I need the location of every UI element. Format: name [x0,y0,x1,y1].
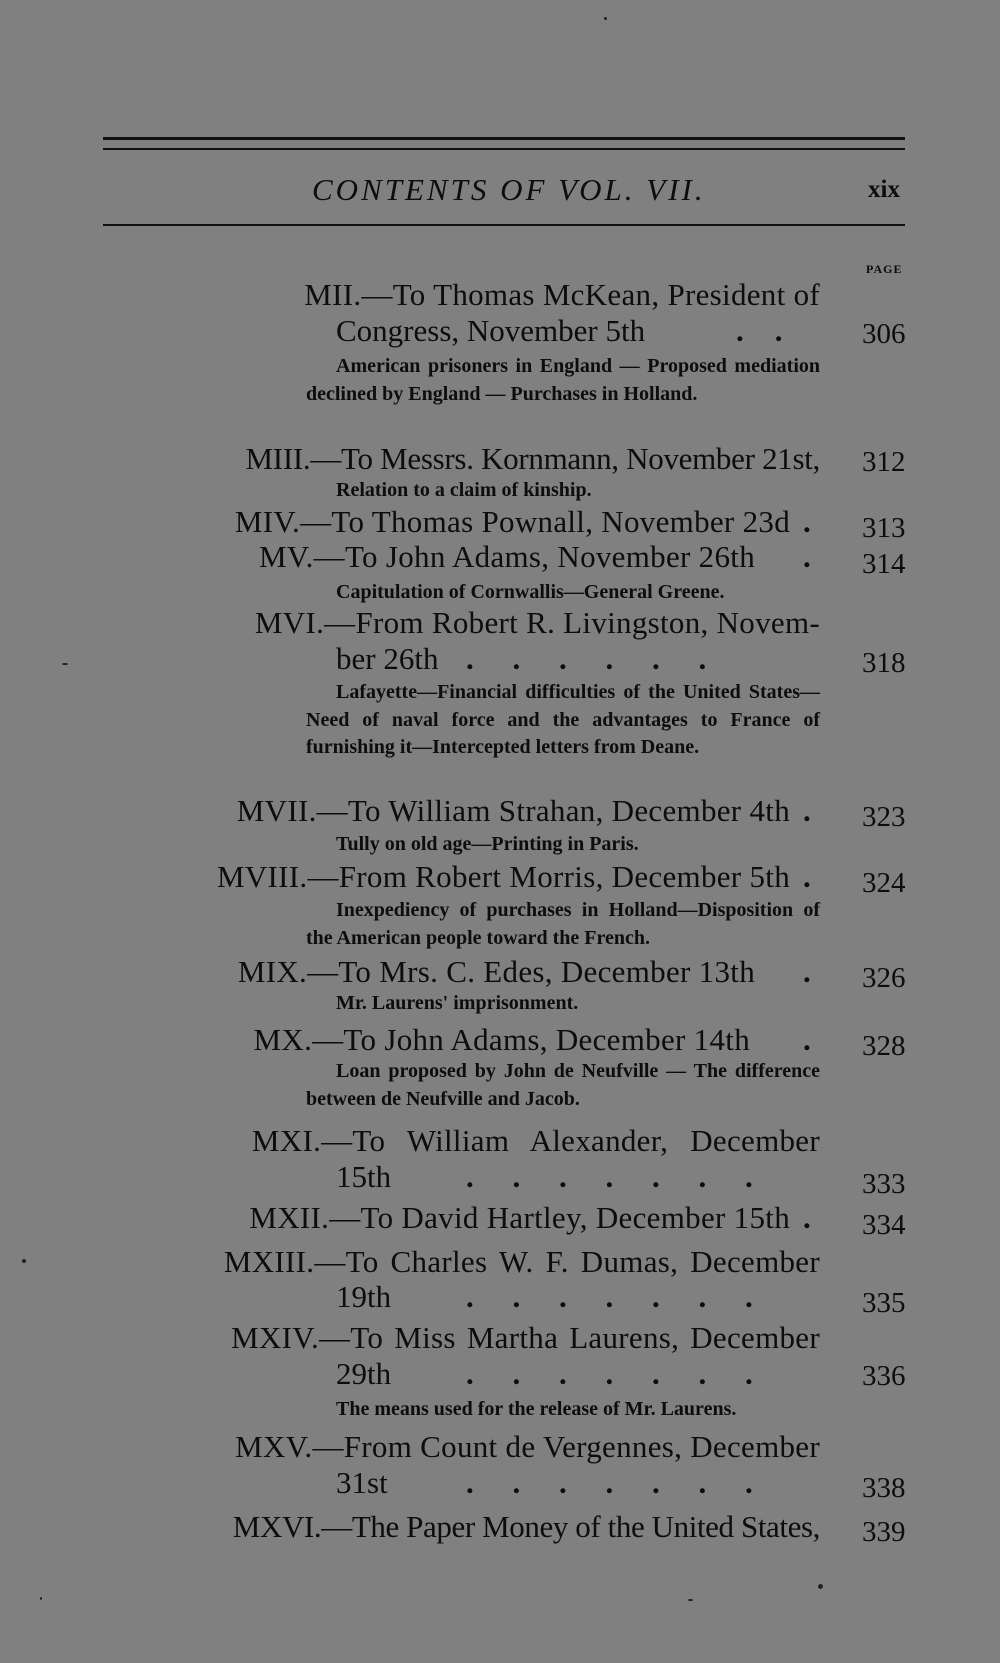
entry-summary: American prisoners in England — Proposed mediation declined by England — Purchases in Holland. [306,355,820,405]
entry-numeral: MIII. [245,441,311,476]
entry-title: —To John Adams, November 26th [313,539,755,574]
scan-speck [62,663,68,665]
entry-title: —To Thomas McKean, President of [361,277,820,312]
entry-page: 338 [862,1472,906,1504]
entry-title: —To Mrs. C. Edes, December 13th [307,954,755,989]
dot-leader: . [803,539,811,574]
dot-leader: . . [736,313,783,348]
scan-speck [818,1584,823,1589]
entry-numeral: MXIV. [231,1320,320,1355]
entry-page: 313 [862,512,906,544]
entry-page: 339 [862,1516,906,1548]
entry-title-continued: 19th [336,1279,392,1314]
scan-speck [604,17,607,20]
entry-title: —To William Strahan, December 4th [316,793,790,828]
dot-leader: . [803,793,811,828]
entry-page: 335 [862,1287,906,1319]
dot-leader: . [803,1022,811,1057]
entry-page: 312 [862,446,906,478]
entry-summary: The means used for the release of Mr. Laurens. [336,1398,737,1420]
entry-title-continued: 31st [336,1465,388,1500]
entry-numeral: MVII. [236,793,317,828]
dot-leader: . [803,954,811,989]
page-column-label: PAGE [866,262,903,276]
entry-summary: Relation to a claim of kinship. [336,479,592,501]
entry-summary: Capitulation of Cornwallis—General Greene. [336,581,725,603]
entry-title: —To David Hartley, December 15th [329,1200,790,1235]
dot-leader: . . . . . . [466,641,707,676]
entry-page: 334 [862,1209,906,1241]
entry-numeral: MV. [259,539,314,574]
entry-title-continued: 29th [336,1356,392,1391]
entry-title: —To John Adams, December 14th [312,1022,750,1057]
entry-page: 328 [862,1030,906,1062]
entry-title: —The Paper Money of the United States, [321,1509,820,1544]
scan-speck [688,1599,693,1601]
entry-title: —To Messrs. Kornmann, November 21st, [310,441,820,476]
entry-numeral: MIX. [237,954,308,989]
entry-summary: Loan proposed by John de Neufville — The difference between de Neufville and Jacob. [306,1060,820,1110]
entry-title-continued: ber 26th [336,641,439,676]
dot-leader: . [803,1200,811,1235]
entry-page: 336 [862,1360,906,1392]
scan-speck [40,1597,42,1600]
entry-title: —From Robert R. Livingston, Novem- [324,605,820,640]
entry-page: 323 [862,801,906,833]
dot-leader: . [803,859,811,894]
entry-numeral: MXII. [249,1200,330,1235]
entry-title: —To William Alexander, December [321,1123,820,1158]
page-number: xix [868,176,900,203]
entry-numeral: MII. [304,277,362,312]
running-title: CONTENTS OF VOL. VII. [312,172,706,207]
entry-title: —From Robert Morris, December 5th [307,859,790,894]
entry-numeral: MIV. [234,504,301,539]
entry-title: —To Miss Martha Laurens, December [319,1320,820,1355]
entry-summary: Tully on old age—Printing in Paris. [336,833,639,855]
entry-numeral: MX. [253,1022,313,1057]
entry-numeral: MVI. [254,605,325,640]
entry-title-continued: Congress, November 5th [336,313,646,348]
entry-page: 324 [862,867,906,899]
entry-title: —From Count de Vergennes, December [312,1429,820,1464]
entry-summary: Mr. Laurens' imprisonment. [336,992,579,1014]
entry-numeral: MXVI. [232,1509,322,1544]
entry-summary: Lafayette—Financial difficulties of the United States—Need of naval force and the advantages to France of furnishing it—Intercepted letters from Deane. [306,681,820,758]
dot-leader: . . . . . . . [466,1159,753,1194]
entry-title-continued: 15th [336,1159,392,1194]
scan-speck [22,1259,26,1263]
entry-summary: Inexpediency of purchases in Holland—Disposition of the American people toward the French. [306,899,820,949]
entry-numeral: MVIII. [216,859,308,894]
entry-numeral: MXIII. [223,1244,315,1279]
dot-leader: . . . . . . . [466,1356,753,1391]
entry-page: 306 [862,318,906,350]
dot-leader: . . . . . . . [466,1279,753,1314]
header-rule-top [103,137,905,140]
header-rule-top-thin [103,148,905,150]
entry-page: 318 [862,647,906,679]
entry-numeral: MXI. [251,1123,322,1158]
dot-leader: . [803,504,811,539]
dot-leader: . . . . . . . [466,1465,753,1500]
entry-page: 314 [862,548,906,580]
entry-title: —To Charles W. F. Dumas, December [314,1244,820,1279]
entry-page: 326 [862,962,906,994]
entry-title: —To Thomas Pownall, November 23d [300,504,790,539]
entry-numeral: MXV. [235,1429,313,1464]
header-rule-bottom [103,224,905,226]
entry-page: 333 [862,1168,906,1200]
